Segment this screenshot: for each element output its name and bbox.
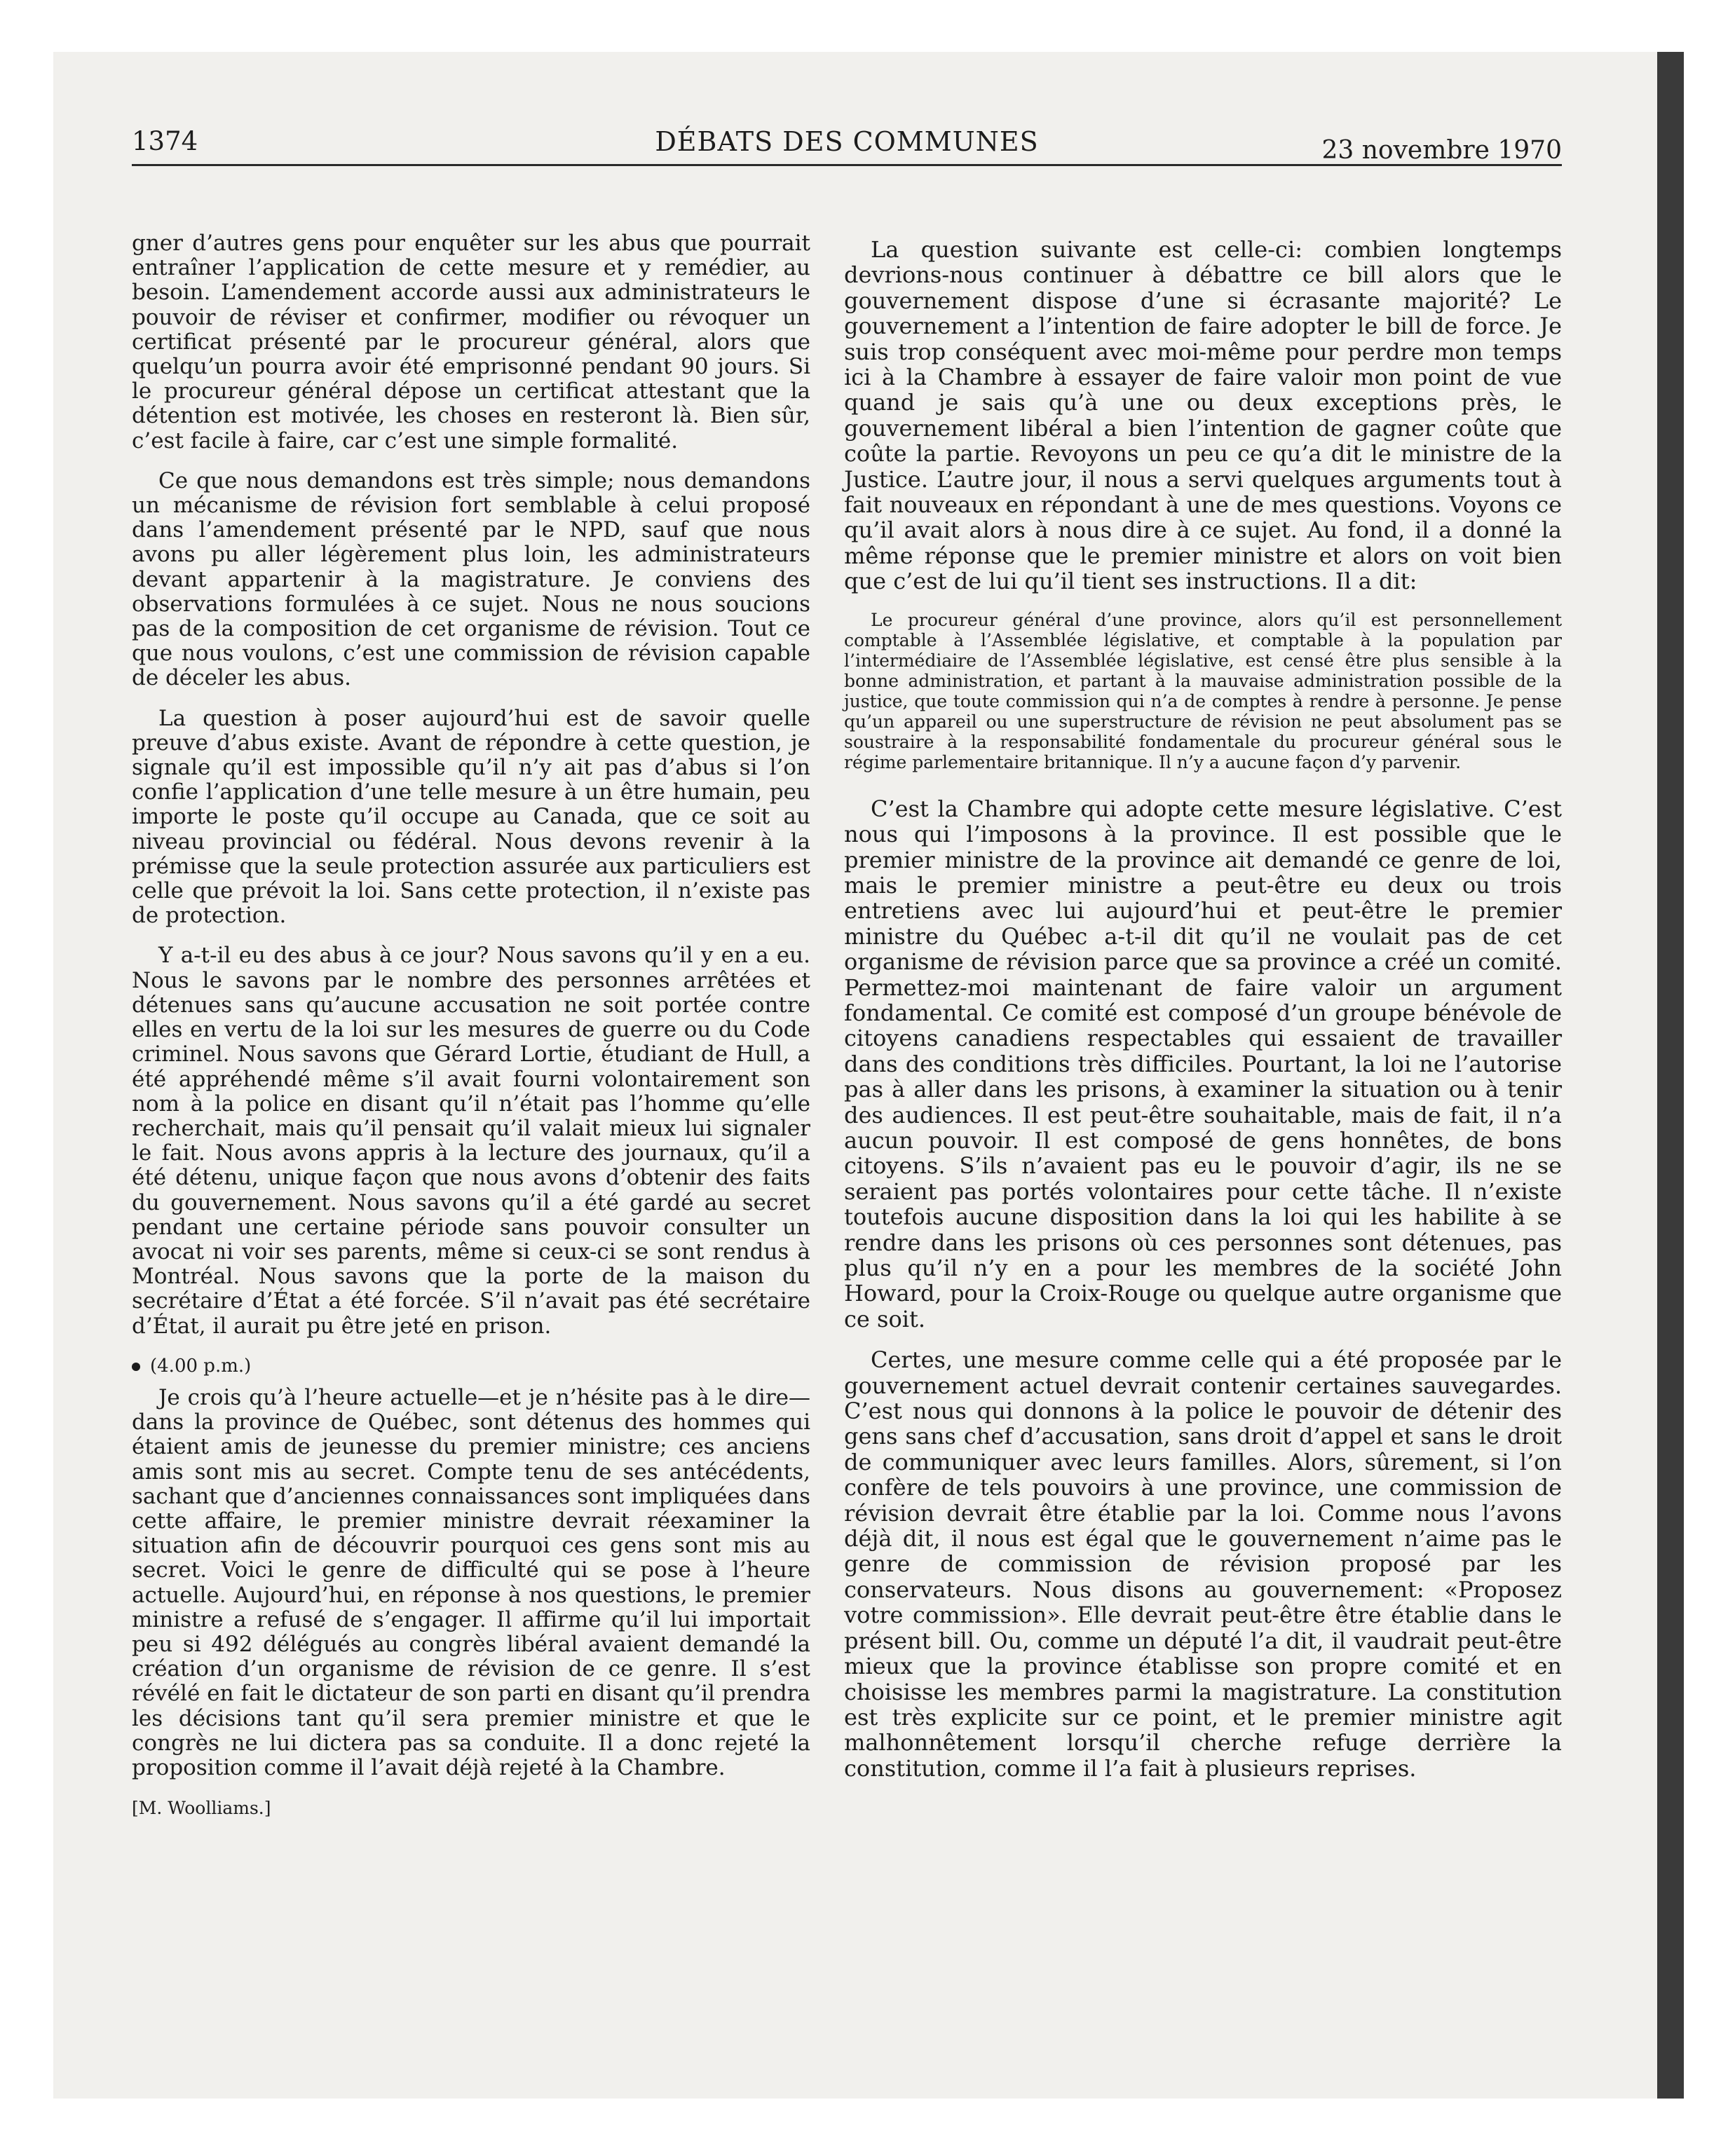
- left-column: [132, 231, 810, 1820]
- timestamp-text: (4.00 p.m.): [150, 1355, 252, 1377]
- paragraph: gner d’autres gens pour enquêter sur les abus que pourrait entraîner l’application de cette mesure et y remédier, au besoin. L’amendement accorde aussi aux administrateurs le pouvoir de réviser et confirmer, modifier ou révoquer un certificat présenté par le procureur général, alors que quelqu’un pourra avoir été emprisonné pendant 90 jours. Si le procureur général dépose un certificat attestant que la détention est motivée, les choses en resteront là. Bien sûr, c’est facile à faire, car c’est une simple formalité.: [132, 231, 810, 453]
- block-quote: Le procureur général d’une province, alors qu’il est personnellement comptable à l’Assemblée législative, et comptable à la population par l’intermédiaire de l’Assemblée législative, est censé être plus sensible à la bonne administration, et partant à la mauvaise administration possible de la justice, que toute commission qui n’a de comptes à rendre à personne. Je pense qu’un appareil ou une superstructure de révision ne peut absolument pas se soustraire à la responsabilité fondamentale du procureur général sous le régime parlementaire britannique. Il n’y a aucune façon d’y parvenir.: [844, 609, 1562, 772]
- speaker-attribution: [M. Woolliams.]: [132, 1798, 271, 1819]
- publication-title: DÉBATS DES COMMUNES: [655, 126, 1039, 157]
- timestamp: [132, 1354, 810, 1379]
- issue-date: 23 novembre 1970: [1321, 136, 1562, 165]
- paragraph: La question à poser aujourd’hui est de savoir quelle preuve d’abus existe. Avant de répondre à cette question, je signale qu’il est impossible qu’il n’y ait pas d’abus si l’on confie l’application d’une telle mesure à un être humain, peu importe le poste qu’il occupe au Canada, que ce soit au niveau provincial ou fédéral. Nous devons revenir à la prémisse que la seule protection assurée aux particuliers est celle que prévoit la loi. Sans cette protection, il n’existe pas de protection.: [132, 705, 810, 929]
- right-column: [844, 237, 1562, 1796]
- paragraph: C’est la Chambre qui adopte cette mesure législative. C’est nous qui l’imposons à la province. Il est possible que le premier ministre de la province ait demandé ce genre de loi, mais le premier ministre a peut-être eu deux ou trois entretiens avec lui aujourd’hui et peut-être le premier ministre du Québec a-t-il dit qu’il ne voulait pas de cet organisme de révision parce que sa province a créé un comité. Permettez-moi maintenant de faire valoir un argument fondamental. Ce comité est composé d’un groupe bénévole de citoyens canadiens respectables qui essaient de travailler dans des conditions très difficiles. Pourtant, la loi ne l’autorise pas à aller dans les prisons, à examiner la situation ou à tenir des audiences. Il est peut-être souhaitable, mais de fait, il n’a aucun pouvoir. Il est composé de gens honnêtes, de bons citoyens. S’ils n’avaient pas eu le pouvoir d’agir, ils ne se seraient pas portés volontaires pour cette tâche. Il n’existe toutefois aucune disposition dans la loi qui les habilite à se rendre dans les prisons où ces personnes sont détenues, pas plus qu’il n’y en a pour les membres de la société John Howard, pour la Croix-Rouge ou quelque autre organisme que ce soit.: [844, 795, 1562, 1332]
- paragraph: La question suivante est celle-ci: combien longtemps devrions-nous continuer à débattre ce bill alors que le gouvernement dispose d’une si écrasante majorité? Le gouvernement a l’intention de faire adopter le bill de force. Je suis trop conséquent avec moi-même pour perdre mon temps ici à la Chambre à essayer de faire valoir mon point de vue quand je sais qu’à une ou deux exceptions près, le gouvernement libéral a bien l’intention de gagner coûte que coûte la partie. Revoyons un peu ce qu’a dit le ministre de la Justice. L’autre jour, il nous a servi quelques arguments tout à fait nouveaux en répondant à une de mes questions. Voyons ce qu’il avait alors à nous dire à ce sujet. Au fond, il a donné la même réponse que le premier ministre et alors on voit bien que c’est de lui qu’il tient ses instructions. Il a dit:: [844, 236, 1562, 595]
- scan-edge-shadow: [1657, 52, 1684, 2099]
- header-rule: [132, 164, 1562, 166]
- paragraph: Y a-t-il eu des abus à ce jour? Nous savons qu’il y en a eu. Nous le savons par le nombre des personnes arrêtées et détenues sans qu’aucune accusation ne soit portée contre elles en vertu de la loi sur les mesures de guerre ou du Code criminel. Nous savons que Gérard Lortie, étudiant de Hull, a été appréhendé même s’il avait fourni volontairement son nom à la police en disant qu’il n’était pas l’homme qu’elle recherchait, mais qu’il pensait qu’il valait mieux lui signaler le fait. Nous avons appris à la lecture des journaux, qu’il a été détenu, unique façon que nous avons d’obtenir des faits du gouvernement. Nous savons qu’il a été gardé au secret pendant une certaine période sans pouvoir consulter un avocat ni voir ses parents, même si ceux-ci se sont rendus à Montréal. Nous savons que la porte de la maison du secrétaire d’État a été forcée. S’il n’avait pas été secrétaire d’État, il aurait pu être jeté en prison.: [132, 943, 810, 1339]
- page-header: [132, 126, 1562, 175]
- page-number: 1374: [132, 126, 198, 156]
- paragraph: Certes, une mesure comme celle qui a été proposée par le gouvernement actuel devrait contenir certaines sauvegardes. C’est nous qui donnons à la police le pouvoir de détenir des gens sans chef d’accusation, sans droit d’appel et sans le droit de communiquer avec leurs familles. Alors, sûrement, si l’on confère de tels pouvoirs à une province, une commission de révision devrait être établie par la loi. Comme nous l’avons déjà dit, il nous est égal que le gouvernement n’aime pas le genre de commission de révision proposé par les conservateurs. Nous disons au gouvernement: «Proposez votre commission». Elle devrait peut-être être établie dans le présent bill. Ou, comme un député l’a dit, il vaudrait peut-être mieux que la province établisse son propre comité et en choisisse les membres parmi la magistrature. La constitution est très explicite sur ce point, et le premier ministre agit malhonnêtement lorsqu’il cherche refuge derrière la constitution, comme il l’a fait à plusieurs reprises.: [844, 1346, 1562, 1782]
- paragraph: Je crois qu’à l’heure actuelle—et je n’hésite pas à le dire—dans la province de Québec, sont détenus des hommes qui étaient amis de jeunesse du premier ministre; ces anciens amis sont mis au secret. Compte tenu de ses antécédents, sachant que d’anciennes connaissances sont impliquées dans cette affaire, le premier ministre devrait réexaminer la situation afin de découvrir pourquoi ces gens sont mis au secret. Voici le genre de difficulté qui se pose à l’heure actuelle. Aujourd’hui, en réponse à nos questions, le premier ministre a refusé de s’engager. Il affirme qu’il lui importait peu si 492 délégués au congrès libéral avaient demandé la création d’un organisme de révision de ce genre. Il s’est révélé en fait le dictateur de son parti en disant qu’il prendra les décisions tant qu’il sera premier ministre et que le congrès ne lui dictera pas sa conduite. Il a donc rejeté la proposition comme il l’avait déjà rejeté à la Chambre.: [132, 1384, 810, 1780]
- paragraph: Ce que nous demandons est très simple; nous demandons un mécanisme de révision fort semblable à celui proposé dans l’amendement présenté par le NPD, sauf que nous avons pu aller légèrement plus loin, les administrateurs devant appartenir à la magistrature. Je conviens des observations formulées à ce sujet. Nous ne nous soucions pas de la composition de cet organisme de révision. Tout ce que nous voulons, c’est une commission de révision capable de déceler les abus.: [132, 468, 810, 691]
- bullet-icon: [132, 1363, 140, 1371]
